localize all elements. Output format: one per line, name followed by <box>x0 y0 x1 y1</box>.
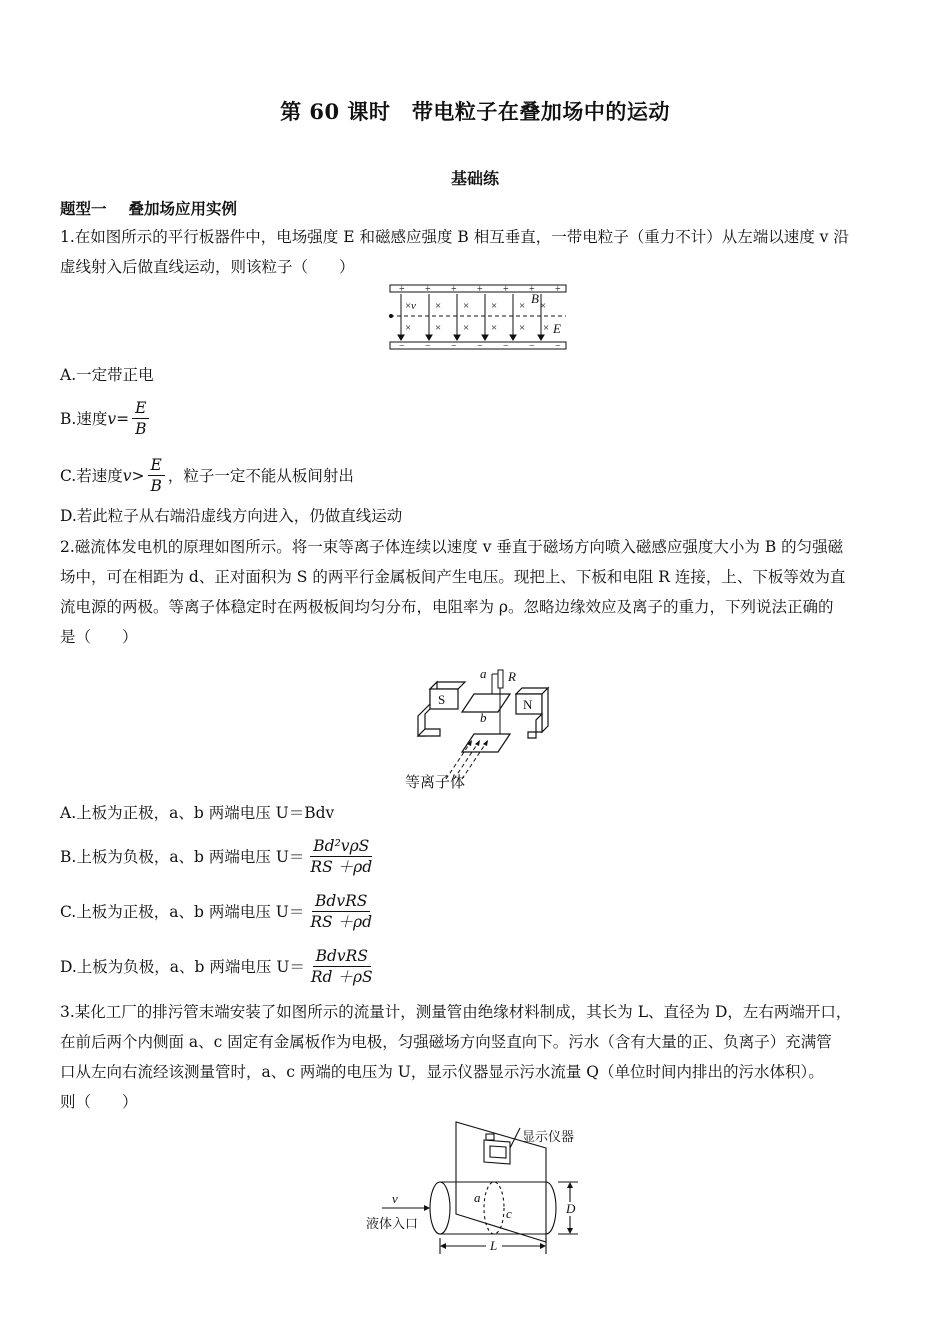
q3-line-2: 在前后两个内侧面 a、c 固定有金属板作为电极，匀强磁场方向竖直向下。污水（含有大量的正、负离子）充满管 <box>60 1033 832 1051</box>
minus-sign: − <box>451 341 457 352</box>
E-label: E <box>553 321 561 336</box>
fraction: $\frac{\text{BdvRS}}{RS +\rho d}$ <box>310 892 373 931</box>
q2-option-a: A.上板为正极，a、b 两端电压 U＝Bdv <box>60 804 335 822</box>
plus-sign: + <box>503 284 509 295</box>
q1-option-c: C.若速度 v > $\frac{E}{B}$ ，粒子一定不能从板间射出 <box>60 456 354 495</box>
minus-sign: − <box>399 341 405 352</box>
svg-text:×: × <box>463 322 470 334</box>
minus-sign: − <box>503 341 509 352</box>
svg-text:×: × <box>463 300 470 312</box>
svg-text:×: × <box>405 322 412 334</box>
q3-line-3: 口从左向右流经该测量管时，a、c 两端的电压为 U，显示仪器显示污水流量 Q（单位时间内排出的污水体积）。 <box>60 1063 824 1081</box>
S-label: S <box>438 692 446 707</box>
velocity-label: v <box>392 1191 398 1206</box>
q2-stem <box>60 532 892 652</box>
q2-line-3: 流电源的两极。等离子体稳定时在两极板间均匀分布，电阻率为 ρ。忽略边缘效应及离子的重力，下列说法正确的 <box>60 598 834 616</box>
svg-text:×: × <box>491 322 498 334</box>
section-heading <box>60 197 237 219</box>
particle-dot <box>389 314 393 318</box>
section-badge: 基础练 <box>429 164 521 191</box>
B-label: B <box>531 291 539 306</box>
q1-line-2: 虚线射入后做直线运动，则该粒子（ ） <box>60 258 355 276</box>
c-electrode-label: c <box>506 1206 512 1221</box>
svg-text:×: × <box>519 322 526 334</box>
D-label: D <box>566 1201 576 1216</box>
svg-text:×: × <box>435 300 442 312</box>
svg-text:×: × <box>491 300 498 312</box>
velocity-label: v <box>411 300 416 312</box>
q1-option-a: A.一定带正电 <box>60 366 154 384</box>
q3-line-1: 3.某化工厂的排污管末端安装了如图所示的流量计，测量管由绝缘材料制成，其长为 L、直径为 D，左右两端开口， <box>60 1003 852 1021</box>
q2-line-2: 场中，可在相距为 d、正对面积为 S 的两平行金属板间产生电压。现把上、下板和电阻 R 连接，上、下板等效为直 <box>60 568 846 586</box>
svg-text:×: × <box>519 300 526 312</box>
q3-line-4: 则（ ） <box>60 1093 138 1111</box>
section-label: 题型一 <box>60 200 107 218</box>
plus-sign: + <box>425 284 431 295</box>
q1-option-b: B.速度 v = $\frac{E}{B}$ <box>60 398 152 439</box>
a-electrode-label: a <box>474 1190 481 1205</box>
q2-figure-caption: 等离子体 <box>404 773 465 791</box>
a-label: a <box>480 666 487 681</box>
q1-figure-parallel-plates <box>385 282 577 354</box>
section-name: 叠加场应用实例 <box>128 200 238 218</box>
q2-option-c: C.上板为正极，a、b 两端电压 U＝ $\frac{\text{BdvRS}}{RS +\rho d}$ <box>60 891 378 932</box>
svg-text:×: × <box>435 322 442 334</box>
q1-stem <box>60 222 892 282</box>
q1-line-1: 1.在如图所示的平行板器件中，电场强度 E 和磁感应强度 B 相互垂直，一带电粒子（重力不计）从左端以速度 v 沿 <box>60 228 849 246</box>
plus-sign: + <box>451 284 457 295</box>
q2-option-b: B.上板为负极，a、b 两端电压 U＝ $\frac{\text{Bd²vρS}}{RS +\rho d}$ <box>60 836 378 877</box>
page-title: 第 60 课时 带电粒子在叠加场中的运动 <box>280 99 670 124</box>
inlet-label: 液体入口 <box>366 1216 419 1231</box>
N-label: N <box>523 697 533 712</box>
R-label: R <box>508 669 516 684</box>
fraction: $\frac{\text{Bd²vρS}}{RS +\rho d}$ <box>310 837 373 876</box>
svg-text:×: × <box>540 300 547 312</box>
q3-stem <box>60 997 892 1117</box>
svg-text:×: × <box>543 322 550 334</box>
fraction-e-over-b: $\frac{E}{B}$ <box>132 398 149 439</box>
plus-sign: + <box>477 284 483 295</box>
b-label: b <box>480 710 487 725</box>
q2-option-d: D.上板为负极，a、b 两端电压 U＝ $\frac{\text{BdvRS}}{Rd +\rho S}$ <box>60 946 379 987</box>
q1-option-d: D.若此粒子从右端沿虚线方向进入，仍做直线运动 <box>60 507 403 525</box>
fraction: $\frac{\text{BdvRS}}{Rd +\rho S}$ <box>310 947 373 986</box>
display-device-label: 显示仪器 <box>522 1129 575 1144</box>
q2-line-1: 2.磁流体发电机的原理如图所示。将一束等离子体连续以速度 v 垂直于磁场方向喷入磁感应强度大小为 B 的匀强磁 <box>60 538 844 556</box>
cross-mark: × <box>405 300 412 312</box>
q2-line-4: 是（ ） <box>60 628 138 646</box>
fraction-e-over-b: $\frac{E}{B}$ <box>148 455 165 496</box>
minus-sign: − <box>425 341 431 352</box>
L-label: L <box>490 1238 498 1253</box>
plus-sign: + <box>555 284 561 295</box>
q3-figure-flowmeter <box>362 1118 602 1258</box>
minus-sign: − <box>529 341 535 352</box>
minus-sign: − <box>477 341 483 352</box>
plus-sign: + <box>529 284 535 295</box>
minus-sign: − <box>555 341 561 352</box>
plus-sign: + <box>399 284 405 295</box>
